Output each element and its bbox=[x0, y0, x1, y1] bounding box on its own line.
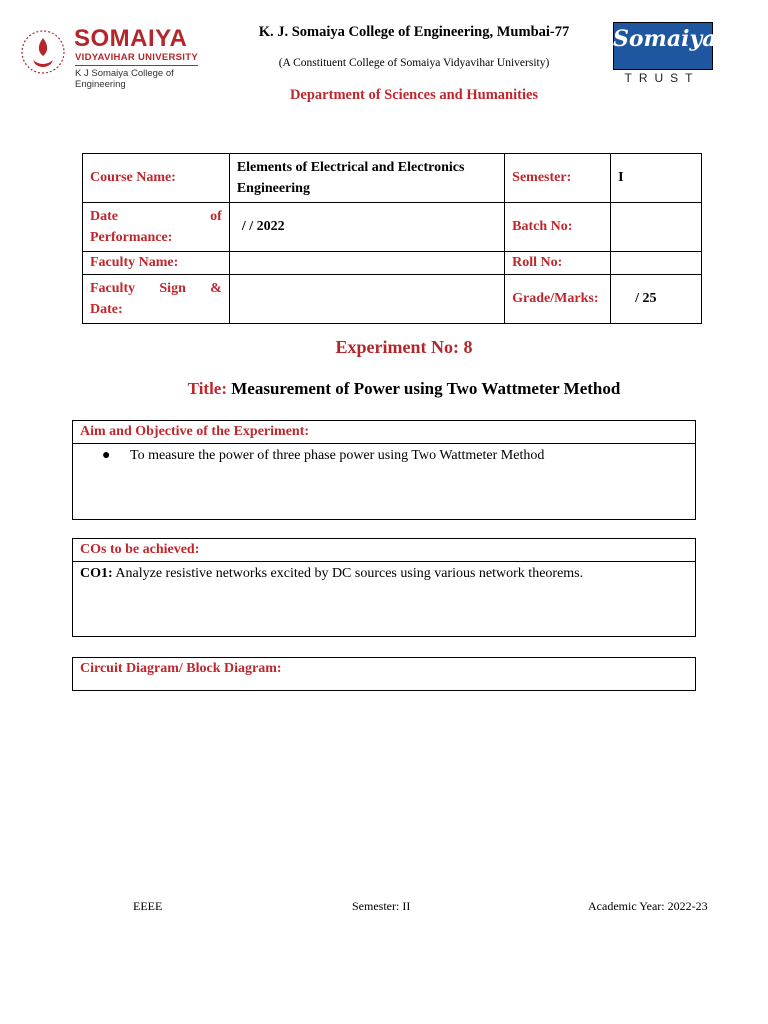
aim-section bbox=[72, 420, 696, 520]
circuit-section bbox=[72, 657, 696, 691]
faculty-name-value bbox=[229, 252, 504, 275]
batch-value bbox=[611, 203, 702, 252]
semester-value: I bbox=[611, 154, 702, 203]
grade-label: Grade/Marks: bbox=[505, 275, 611, 324]
course-info-table bbox=[82, 153, 702, 324]
table-row bbox=[83, 154, 702, 203]
date-label-word-3: Performance: bbox=[90, 230, 173, 245]
faculty-sign-label bbox=[83, 275, 230, 324]
table-row bbox=[83, 252, 702, 275]
course-name-value: Elements of Electrical and Electronics Engineering bbox=[229, 154, 504, 203]
date-label-word-1: Date bbox=[90, 209, 118, 224]
grade-value: / 25 bbox=[611, 275, 702, 324]
aim-heading: Aim and Objective of the Experiment: bbox=[73, 421, 695, 444]
date-label-word-2: of bbox=[210, 209, 222, 224]
bullet-icon: ● bbox=[102, 448, 111, 463]
aim-item: To measure the power of three phase power using Two Wattmeter Method bbox=[130, 448, 545, 463]
faculty-sign-word-2: Sign bbox=[159, 281, 186, 296]
course-name-label: Course Name: bbox=[83, 154, 230, 203]
roll-label: Roll No: bbox=[505, 252, 611, 275]
table-row bbox=[83, 203, 702, 252]
faculty-sign-word-4: Date: bbox=[90, 302, 123, 317]
cos-body bbox=[73, 562, 695, 585]
roll-value bbox=[611, 252, 702, 275]
department-name: Department of Sciences and Humanities bbox=[289, 87, 539, 103]
co-text: Analyze resistive networks excited by DC sources using various network theorems. bbox=[115, 566, 584, 581]
experiment-title bbox=[0, 379, 768, 399]
footer-academic-year: Academic Year: 2022-23 bbox=[588, 899, 708, 913]
college-name: K. J. Somaiya College of Engineering, Mumbai-77 bbox=[258, 24, 570, 40]
trust-logo-label: TRUST bbox=[624, 71, 700, 85]
university-logo bbox=[18, 24, 218, 88]
faculty-name-label: Faculty Name: bbox=[83, 252, 230, 275]
logo-divider bbox=[75, 65, 198, 66]
cos-heading: COs to be achieved: bbox=[73, 539, 695, 562]
cos-section bbox=[72, 538, 696, 637]
faculty-sign-value bbox=[229, 275, 504, 324]
co-label: CO1: bbox=[80, 566, 113, 581]
faculty-sign-word-3: & bbox=[210, 281, 222, 296]
trust-logo-script: Somaiya bbox=[613, 26, 717, 52]
constituent-note: (A Constituent College of Somaiya Vidyavihar University) bbox=[278, 57, 550, 69]
experiment-number: Experiment No: 8 bbox=[335, 337, 473, 357]
date-label bbox=[83, 203, 230, 252]
batch-label: Batch No: bbox=[505, 203, 611, 252]
title-text: Measurement of Power using Two Wattmeter Method bbox=[231, 379, 621, 398]
table-row bbox=[83, 275, 702, 324]
logo-university-text: VIDYAVIHAR UNIVERSITY bbox=[75, 52, 198, 63]
aim-body bbox=[73, 444, 695, 467]
logo-college-text: K J Somaiya College of Engineering bbox=[75, 68, 174, 90]
flame-emblem-icon bbox=[18, 24, 68, 84]
logo-brand-text: SOMAIYA bbox=[74, 25, 188, 52]
date-value: / / 2022 bbox=[229, 203, 504, 252]
circuit-heading: Circuit Diagram/ Block Diagram: bbox=[80, 661, 282, 676]
footer-semester: Semester: II bbox=[352, 899, 411, 913]
title-label: Title: bbox=[187, 379, 228, 398]
semester-label: Semester: bbox=[505, 154, 611, 203]
footer-course-code: EEEE bbox=[133, 899, 163, 913]
faculty-sign-word-1: Faculty bbox=[90, 281, 136, 296]
